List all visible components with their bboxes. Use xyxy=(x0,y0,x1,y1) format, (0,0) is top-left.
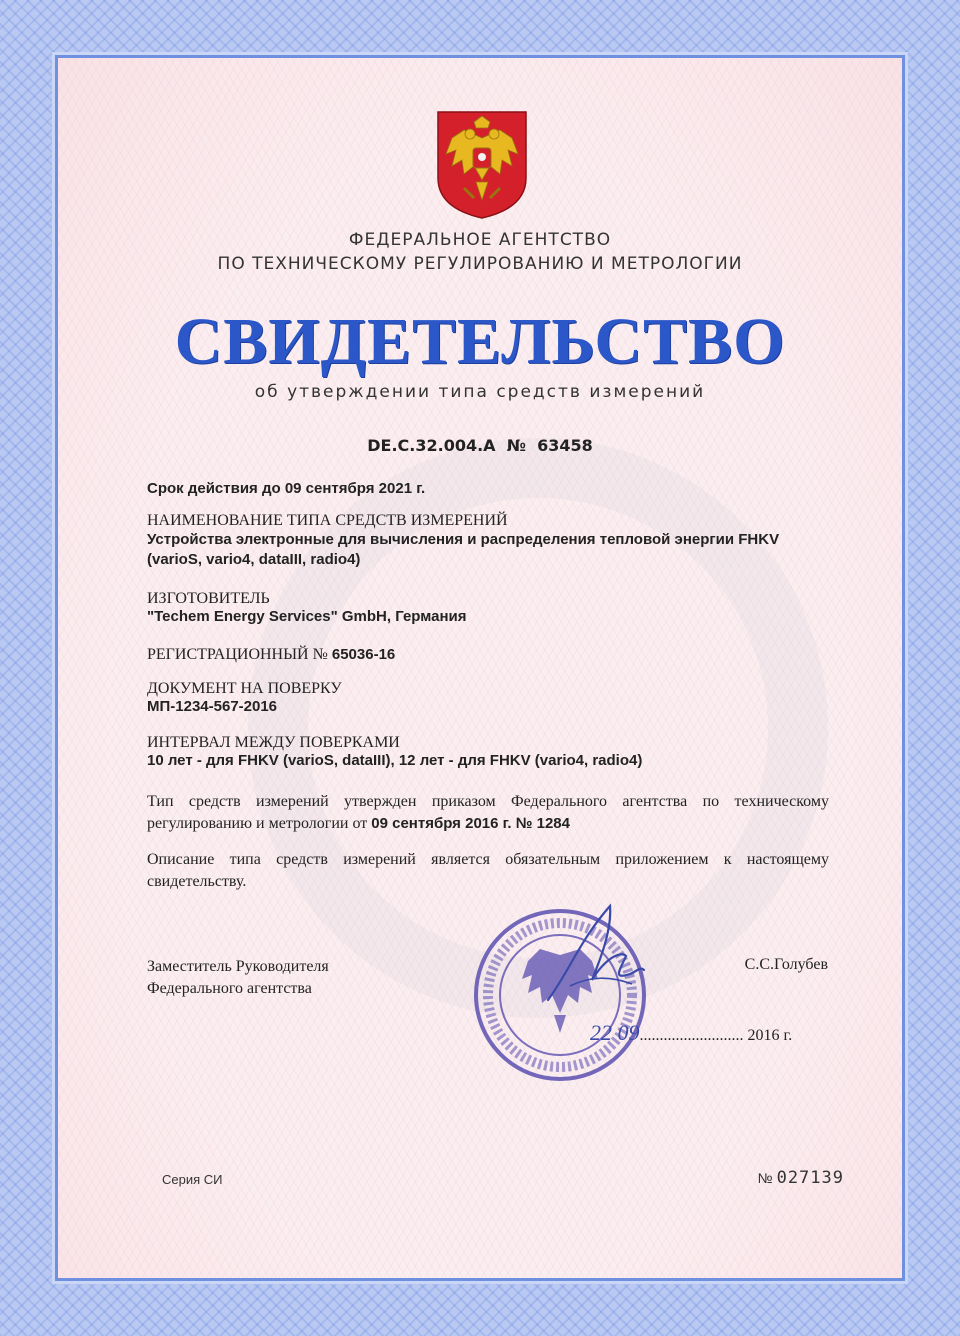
russian-coat-of-arms-icon xyxy=(434,108,530,220)
blank-number-value: 027139 xyxy=(776,1168,844,1188)
certificate-code: DE.C.32.004.A xyxy=(367,436,496,455)
registration-section xyxy=(147,646,837,664)
interval-label: ИНТЕРВАЛ МЕЖДУ ПОВЕРКАМИ xyxy=(147,734,400,751)
signatory-name: С.С.Голубев xyxy=(744,956,828,973)
agency-name-line1: ФЕДЕРАЛЬНОЕ АГЕНТСТВО xyxy=(348,230,612,250)
handwritten-signature xyxy=(540,900,660,1010)
validity-period: Срок действия до 09 сентября 2021 г. xyxy=(147,480,426,497)
approval-text: Тип средств измерений утвержден приказом Федерального агентства по техническому регулированию и метрологии от xyxy=(147,793,829,832)
manufacturer-section xyxy=(147,590,837,625)
type-name-label: НАИМЕНОВАНИЕ ТИПА СРЕДСТВ ИЗМЕРЕНИЙ xyxy=(147,512,508,529)
approval-order-date: 09 сентября 2016 г. № 1284 xyxy=(371,815,570,832)
signature-date-suffix: .......................... 2016 г. xyxy=(639,1027,793,1044)
verification-doc-value: МП-1234-567-2016 xyxy=(147,698,278,715)
verification-doc-label: ДОКУМЕНТ НА ПОВЕРКУ xyxy=(147,680,342,697)
blank-number xyxy=(758,1168,844,1188)
manufacturer-label: ИЗГОТОВИТЕЛЬ xyxy=(147,590,270,607)
certificate-number xyxy=(0,436,960,455)
certificate-number-value: 63458 xyxy=(537,436,593,455)
approval-paragraph xyxy=(147,791,829,835)
registration-label: РЕГИСТРАЦИОННЫЙ № xyxy=(147,646,328,663)
signature-date xyxy=(590,1020,792,1046)
document-title: СВИДЕТЕЛЬСТВО xyxy=(174,305,786,378)
type-name-section xyxy=(147,512,837,570)
manufacturer-value: "Techem Energy Services" GmbH, Германия xyxy=(147,608,467,625)
interval-section xyxy=(147,734,837,769)
type-name-value: Устройства электронные для вычисления и распределения тепловой энергии FHKV (varioS, vario4, dataIII, radio4) xyxy=(147,531,780,568)
interval-value: 10 лет - для FHKV (varioS, dataIII), 12 лет - для FHKV (vario4, radio4) xyxy=(147,752,643,769)
certificate-no-sign: № xyxy=(506,436,526,455)
document-subtitle: об утверждении типа средств измерений xyxy=(254,382,706,402)
signatory-position-line1: Заместитель Руководителя xyxy=(147,958,329,975)
signatory-position-line2: Федерального агентства xyxy=(147,980,312,997)
agency-name-line2: ПО ТЕХНИЧЕСКОМУ РЕГУЛИРОВАНИЮ И МЕТРОЛОГИИ xyxy=(217,254,743,274)
signature-date-handwritten: 22 09 xyxy=(590,1020,640,1045)
blank-series: Серия СИ xyxy=(162,1172,223,1187)
blank-number-sign: № xyxy=(757,1170,773,1186)
description-paragraph: Описание типа средств измерений является обязательным приложением к настоящему свидетельству. xyxy=(147,851,829,890)
signatory-position xyxy=(147,956,329,1000)
registration-value: 65036-16 xyxy=(331,646,396,663)
verification-doc-section xyxy=(147,680,837,715)
